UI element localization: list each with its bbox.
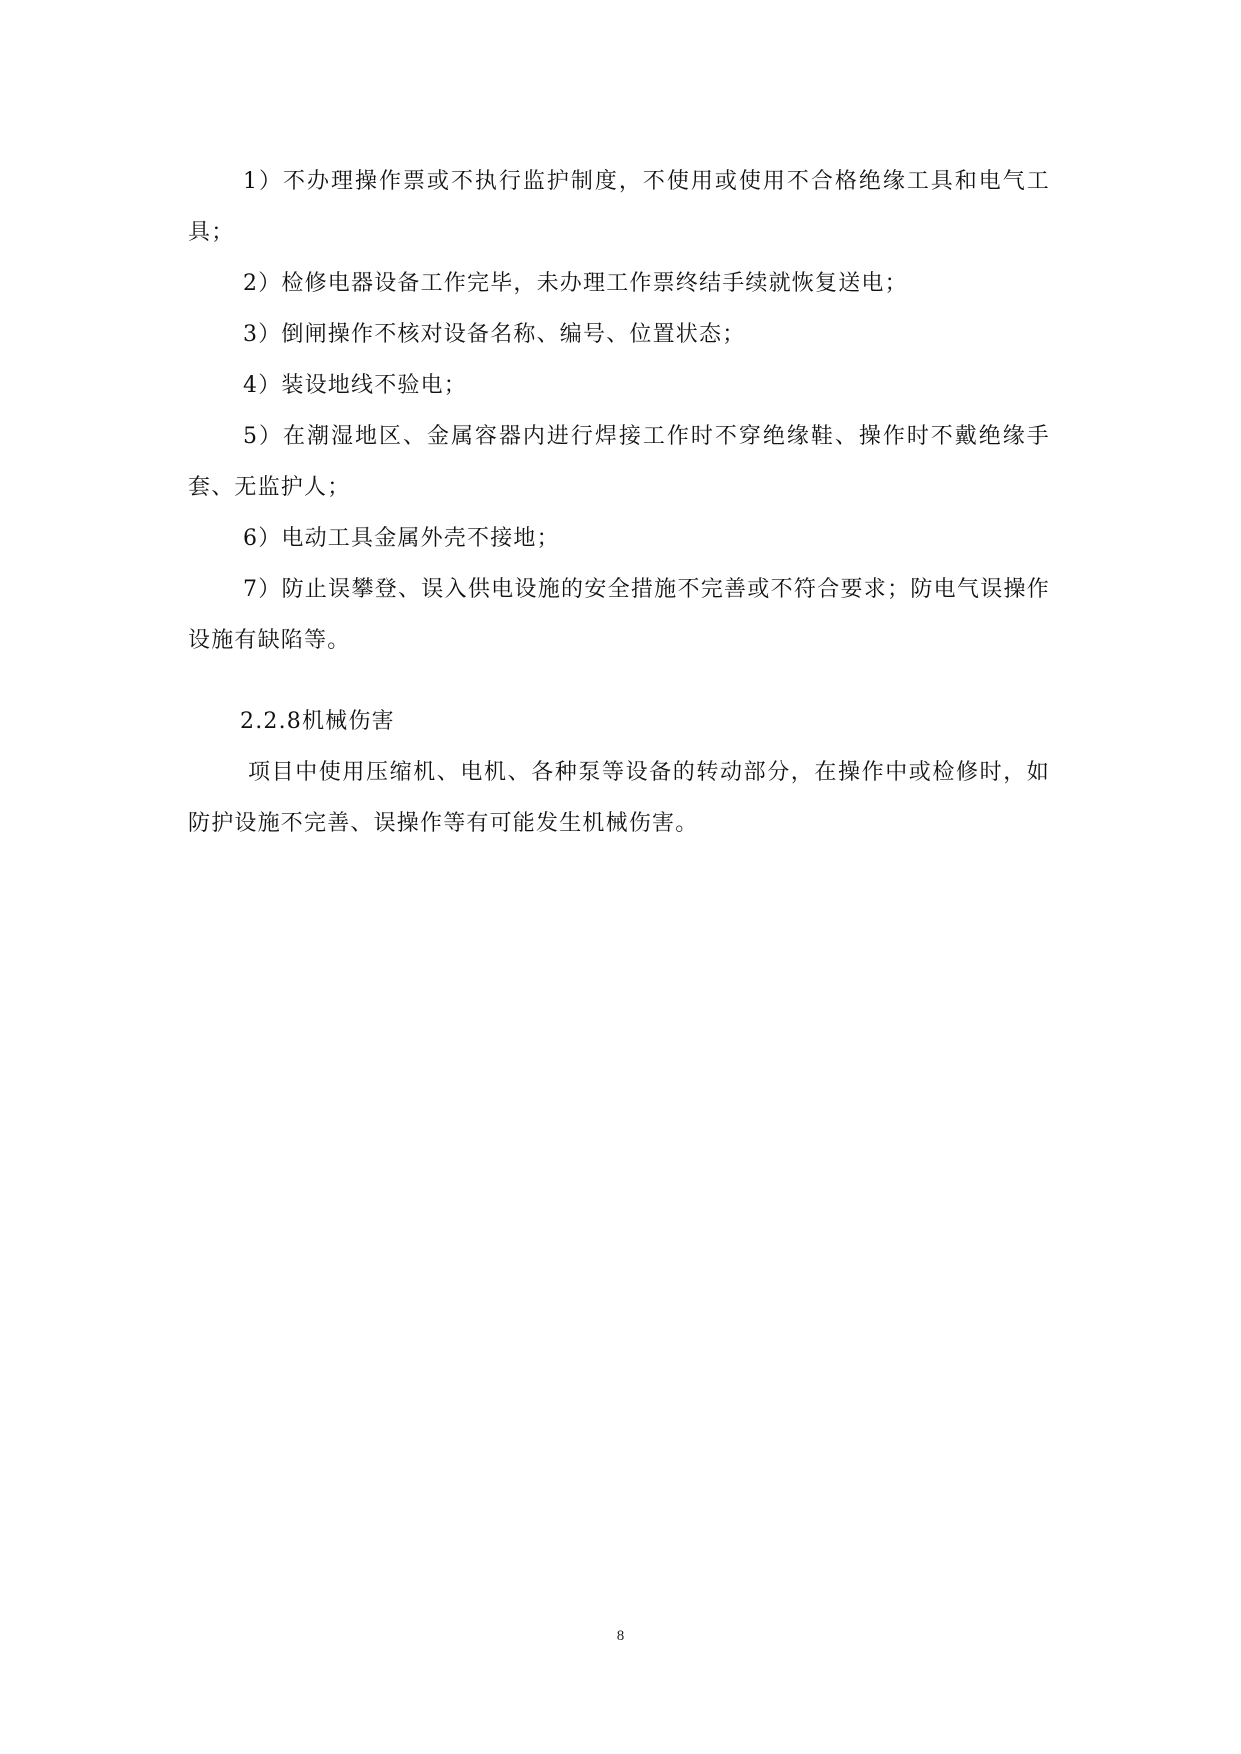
section-body: 项目中使用压缩机、电机、各种泵等设备的转动部分，在操作中或检修时，如防护设施不完善、误操作等有可能发生机械伤害。 bbox=[188, 760, 1050, 836]
list-item: 2）检修电器设备工作完毕，未办理工作票终结手续就恢复送电； bbox=[243, 271, 908, 296]
list-item: 6）电动工具金属外壳不接地； bbox=[243, 526, 560, 551]
page-number: 8 bbox=[616, 1628, 625, 1644]
list-item: 7）防止误攀登、误入供电设施的安全措施不完善或不符合要求；防电气误操作设施有缺陷等。 bbox=[188, 577, 1050, 653]
section-heading: 2.2.8机械伤害 bbox=[240, 709, 395, 734]
page-content bbox=[188, 156, 1050, 849]
list-item: 4）装设地线不验电； bbox=[243, 373, 467, 398]
list-item: 3）倒闸操作不核对设备名称、编号、位置状态； bbox=[243, 322, 746, 347]
list-item: 1）不办理操作票或不执行监护制度，不使用或使用不合格绝缘工具和电气工具； bbox=[188, 169, 1050, 245]
list-item: 5）在潮湿地区、金属容器内进行焊接工作时不穿绝缘鞋、操作时不戴绝缘手套、无监护人； bbox=[188, 424, 1050, 500]
